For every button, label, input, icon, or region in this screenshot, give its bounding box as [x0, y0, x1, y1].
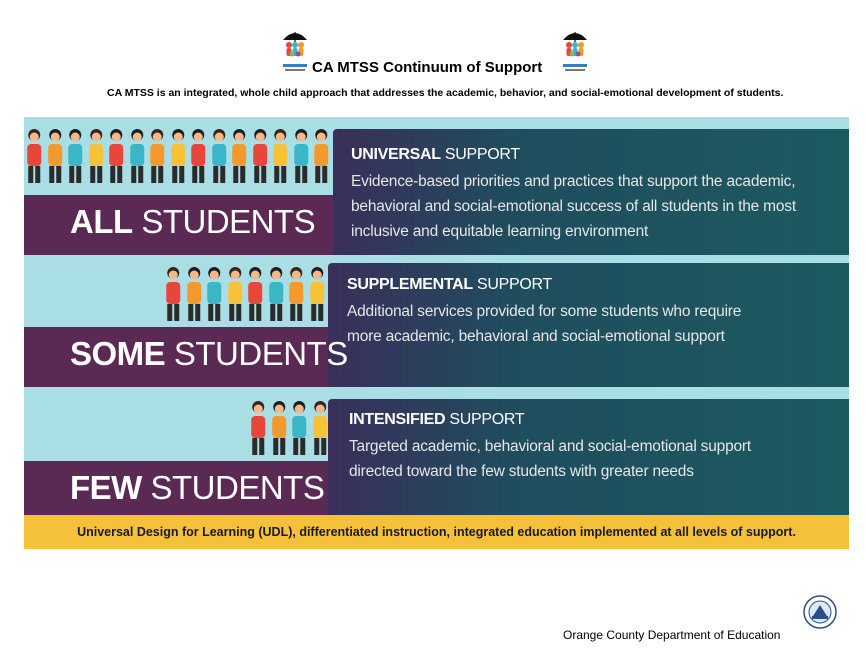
- student-figure-icon: [24, 127, 45, 185]
- level-label-all: ALL STUDENTS: [70, 203, 316, 240]
- tier-universal: [24, 117, 849, 255]
- student-figure-icon: [270, 127, 291, 185]
- student-figure-icon: [248, 399, 269, 457]
- ocde-seal-icon: [803, 595, 837, 629]
- udl-banner: [24, 515, 849, 549]
- student-figure-icon: [307, 265, 328, 323]
- student-figure-icon: [289, 399, 310, 457]
- student-figure-icon: [127, 127, 148, 185]
- level-label-some: SOME STUDENTS: [70, 335, 348, 372]
- student-figure-icon: [168, 127, 189, 185]
- tier-supplemental: [24, 255, 849, 389]
- page-title: CA MTSS Continuum of Support: [312, 59, 543, 76]
- organization-name: Orange County Department of Education: [563, 628, 781, 642]
- student-figure-icon: [147, 127, 168, 185]
- support-heading-universal: UNIVERSAL SUPPORT: [351, 146, 520, 163]
- student-figure-icon: [65, 127, 86, 185]
- level-label-few: FEW STUDENTS: [70, 469, 325, 506]
- people-group-all: [24, 127, 332, 185]
- student-figure-icon: [310, 399, 331, 457]
- student-figure-icon: [188, 127, 209, 185]
- student-figure-icon: [245, 265, 266, 323]
- student-figure-icon: [184, 265, 205, 323]
- student-figure-icon: [225, 265, 246, 323]
- student-figure-icon: [269, 399, 290, 457]
- udl-banner-text: Universal Design for Learning (UDL), differentiated instruction, integrated education implemented at all levels of support.: [77, 525, 796, 539]
- student-figure-icon: [106, 127, 127, 185]
- people-group-few: [248, 399, 330, 457]
- student-figure-icon: [250, 127, 271, 185]
- student-figure-icon: [45, 127, 66, 185]
- student-figure-icon: [291, 127, 312, 185]
- tier-intensified: [24, 389, 849, 515]
- support-heading-intensified: INTENSIFIED SUPPORT: [349, 411, 525, 428]
- page-subtitle: CA MTSS is an integrated, whole child approach that addresses the academic, behavior, and social-emotional development of students.: [107, 87, 784, 99]
- support-description-intensified: Targeted academic, behavioral and social-emotional support directed toward the few students with greater needs: [349, 438, 751, 480]
- student-figure-icon: [311, 127, 332, 185]
- student-figure-icon: [209, 127, 230, 185]
- student-figure-icon: [266, 265, 287, 323]
- support-heading-supplemental: SUPPLEMENTAL SUPPORT: [347, 276, 552, 293]
- student-figure-icon: [204, 265, 225, 323]
- student-figure-icon: [229, 127, 250, 185]
- ca-mtss-logo-icon: [561, 28, 589, 74]
- support-description-universal: Evidence-based priorities and practices that support the academic, behavioral and social-emotional success of all students in the most inclusive and equitable learning environment: [351, 173, 796, 240]
- student-figure-icon: [86, 127, 107, 185]
- student-figure-icon: [163, 265, 184, 323]
- continuum-infographic: [24, 117, 849, 549]
- support-description-supplemental: Additional services provided for some students who require more academic, behavioral and social-emotional support: [347, 303, 742, 345]
- people-group-some: [163, 265, 327, 323]
- student-figure-icon: [286, 265, 307, 323]
- ca-mtss-logo-icon: [281, 28, 309, 74]
